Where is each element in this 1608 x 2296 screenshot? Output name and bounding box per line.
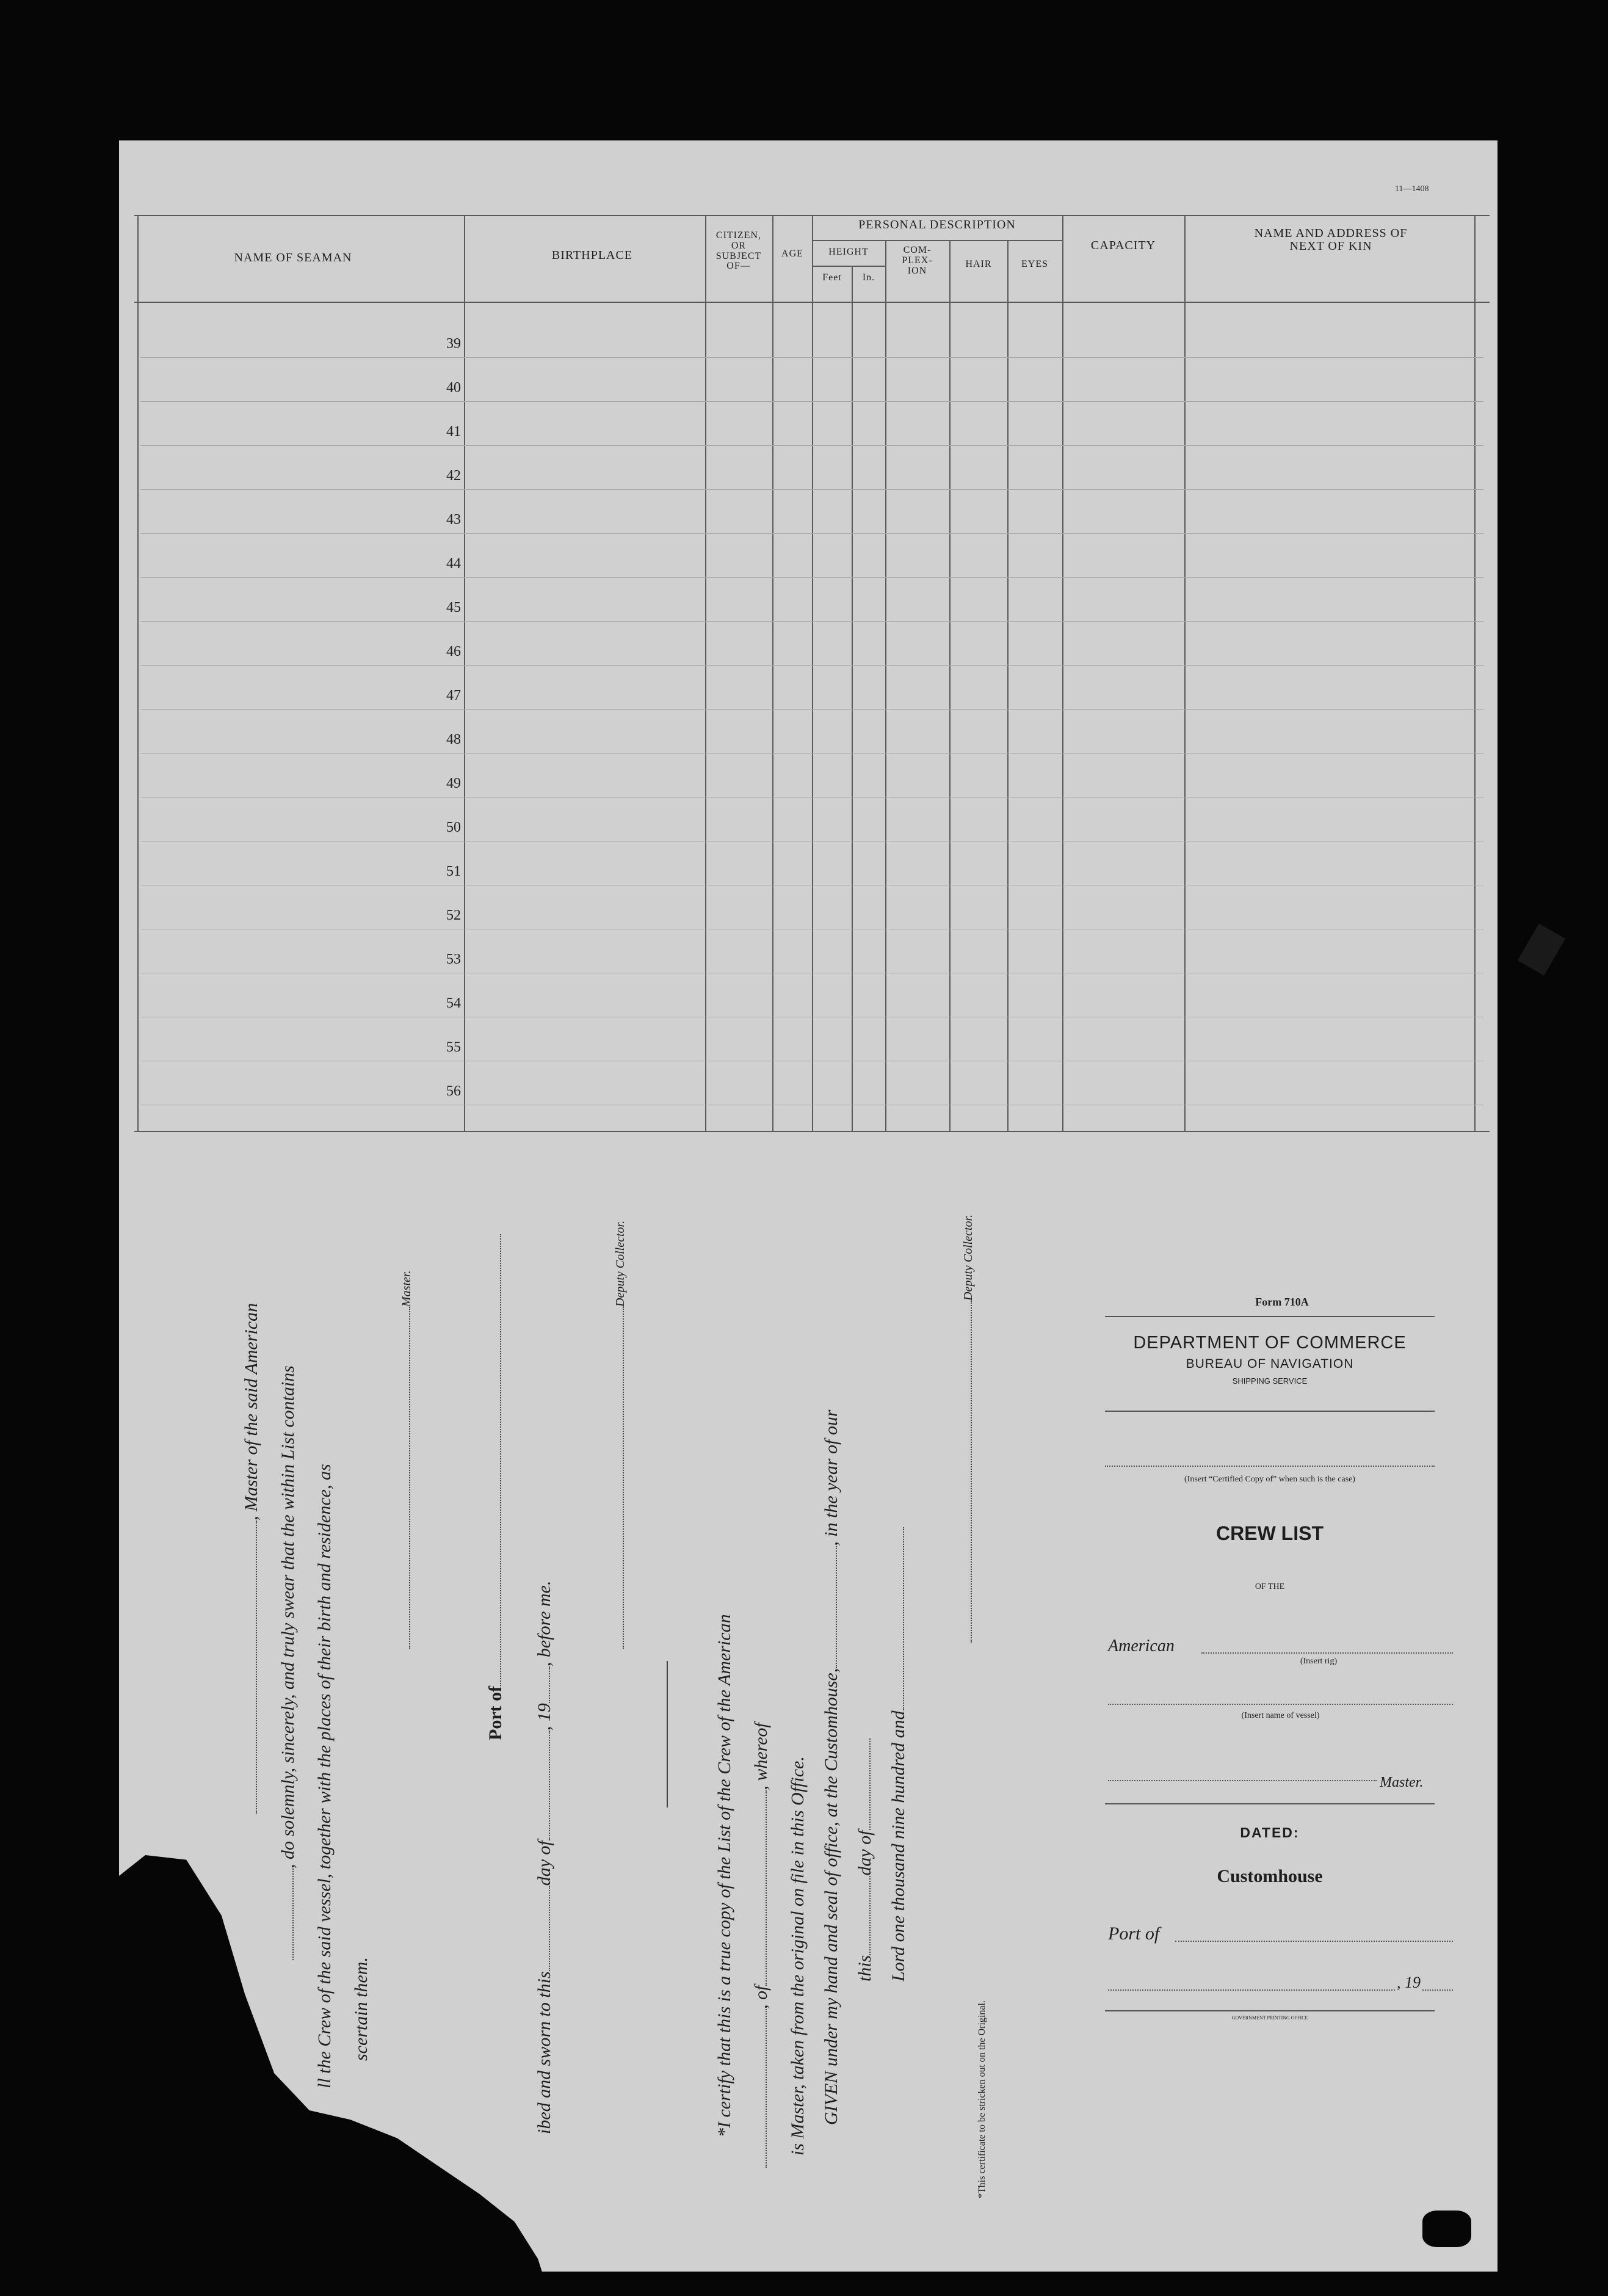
subscribed-line: ibed and sworn to thisday of, 19, before me. xyxy=(534,1580,554,2134)
row-number: 48 xyxy=(446,732,461,747)
col-border xyxy=(772,215,773,1131)
row-number: 51 xyxy=(446,863,461,879)
col-border xyxy=(812,215,813,1131)
row-rule xyxy=(140,753,1483,754)
port-of-label: Port of xyxy=(1108,1924,1160,1944)
master-label: Master. xyxy=(1380,1775,1424,1790)
oath-crew-line: ll the Crew of the said vessel, together with the places of their birth and residence, as xyxy=(314,1464,335,2088)
date-field[interactable] xyxy=(1108,1989,1395,1991)
paper-fragment xyxy=(1518,923,1565,976)
certificate-line5: thisday of xyxy=(855,1738,875,1982)
deputy-collector-signature: Deputy Collector. xyxy=(614,1221,628,1649)
bureau-title: BUREAU OF NAVIGATION xyxy=(1186,1357,1354,1371)
header-inches: In. xyxy=(862,272,875,283)
row-number: 41 xyxy=(446,424,461,440)
row-number: 52 xyxy=(446,907,461,923)
row-number: 39 xyxy=(446,336,461,352)
row-number: 56 xyxy=(446,1083,461,1099)
cover-rule xyxy=(1105,1316,1435,1317)
col-border xyxy=(852,266,853,1131)
table-bottom-border xyxy=(134,1131,1490,1132)
cover-rule xyxy=(1105,1803,1435,1804)
row-number: 45 xyxy=(446,600,461,616)
row-number: 55 xyxy=(446,1039,461,1055)
header-height: HEIGHT xyxy=(828,247,869,257)
certificate-line6: Lord one thousand nine hundred and xyxy=(888,1527,909,1982)
col-border xyxy=(885,240,886,1131)
row-rule xyxy=(140,533,1483,534)
row-rule xyxy=(140,357,1483,358)
cover-rule xyxy=(1105,1411,1435,1412)
personal-description-divider xyxy=(812,240,1062,241)
col-border xyxy=(1007,240,1009,1131)
certificate-deputy-collector: Deputy Collector. xyxy=(962,1215,976,1643)
customhouse-label: Customhouse xyxy=(1217,1866,1323,1886)
col-border xyxy=(1062,215,1063,1131)
certificate-line2: , of, whereof xyxy=(751,1723,772,2168)
oath-master-line: , Master of the said American xyxy=(241,1303,262,1814)
row-number: 49 xyxy=(446,776,461,791)
port-field[interactable] xyxy=(1175,1941,1453,1942)
oath-ascertain-line: scertain them. xyxy=(351,1957,371,2061)
vessel-name-hint: (Insert name of vessel) xyxy=(1241,1711,1320,1720)
col-border xyxy=(949,240,951,1131)
row-number: 54 xyxy=(446,995,461,1011)
certificate-footnote: *This certificate to be stricken out on the Original. xyxy=(977,2000,987,2198)
year-label: , 19 xyxy=(1397,1974,1421,1991)
row-rule xyxy=(140,665,1483,666)
service-title: SHIPPING SERVICE xyxy=(1232,1376,1308,1386)
row-rule xyxy=(140,401,1483,402)
row-number: 50 xyxy=(446,819,461,835)
certificate-line3: is Master, taken from the original on file in this Office. xyxy=(788,1756,808,2156)
certified-copy-field[interactable] xyxy=(1105,1466,1435,1467)
year-field[interactable] xyxy=(1422,1989,1453,1991)
torn-edge-fragment xyxy=(1422,2211,1471,2247)
header-hair: HAIR xyxy=(965,259,992,269)
col-border xyxy=(705,215,706,1131)
oath-sworn-line: , do solemnly, sincerely, and truly swear that the within List contains xyxy=(278,1365,299,1960)
row-number: 42 xyxy=(446,468,461,484)
american-label: American xyxy=(1108,1637,1175,1655)
row-number: 40 xyxy=(446,380,461,396)
col-border xyxy=(1474,215,1476,1131)
of-the-label: OF THE xyxy=(1255,1582,1285,1591)
vessel-name-field[interactable] xyxy=(1108,1704,1453,1705)
col-border xyxy=(137,215,139,1131)
row-rule xyxy=(140,709,1483,710)
certificate-line4: GIVEN under my hand and seal of office, at the Customhouse,, in the year of our xyxy=(821,1409,841,2125)
header-birthplace: BIRTHPLACE xyxy=(551,249,633,262)
certified-copy-hint: (Insert “Certified Copy of” when such is the case) xyxy=(1184,1475,1355,1484)
header-next-of-kin: NAME AND ADDRESS OF NEXT OF KIN xyxy=(1254,227,1408,253)
form-number: 11—1408 xyxy=(1395,184,1429,194)
row-rule xyxy=(140,489,1483,490)
header-capacity: CAPACITY xyxy=(1090,239,1156,252)
rig-hint: (Insert rig) xyxy=(1300,1657,1338,1666)
section-divider xyxy=(667,1661,668,1807)
cover-rule xyxy=(1105,2010,1435,2011)
col-border xyxy=(1184,215,1186,1131)
header-citizen: CITIZEN, OR SUBJECT OF— xyxy=(715,230,762,272)
row-number: 44 xyxy=(446,556,461,572)
certificate-line1: *I certify that this is a true copy of the List of the Crew of the American xyxy=(714,1614,734,2137)
crew-list-title: CREW LIST xyxy=(1216,1522,1324,1544)
height-divider xyxy=(812,266,885,267)
rig-field[interactable] xyxy=(1201,1652,1453,1654)
form-label: Form 710A xyxy=(1255,1296,1309,1308)
row-number: 53 xyxy=(446,951,461,967)
col-border xyxy=(464,215,465,1131)
row-rule xyxy=(140,577,1483,578)
master-name-field[interactable] xyxy=(1108,1780,1377,1781)
dated-label: DATED: xyxy=(1240,1825,1300,1840)
department-title: DEPARTMENT OF COMMERCE xyxy=(1133,1333,1407,1353)
header-eyes: EYES xyxy=(1021,259,1048,269)
printer-imprint: GOVERNMENT PRINTING OFFICE xyxy=(1231,2015,1308,2021)
header-personal-description: PERSONAL DESCRIPTION xyxy=(858,218,1016,231)
header-age: AGE xyxy=(781,249,803,259)
header-name-of-seaman: NAME OF SEAMAN xyxy=(234,251,352,264)
header-complexion: COM- PLEX- ION xyxy=(902,245,933,276)
row-number: 47 xyxy=(446,688,461,703)
port-of: Port of xyxy=(485,1234,506,1740)
row-rule xyxy=(140,445,1483,446)
row-number: 46 xyxy=(446,644,461,659)
header-feet: Feet xyxy=(822,272,842,283)
row-number: 43 xyxy=(446,512,461,528)
master-signature: Master. xyxy=(400,1271,414,1649)
row-rule xyxy=(140,621,1483,622)
